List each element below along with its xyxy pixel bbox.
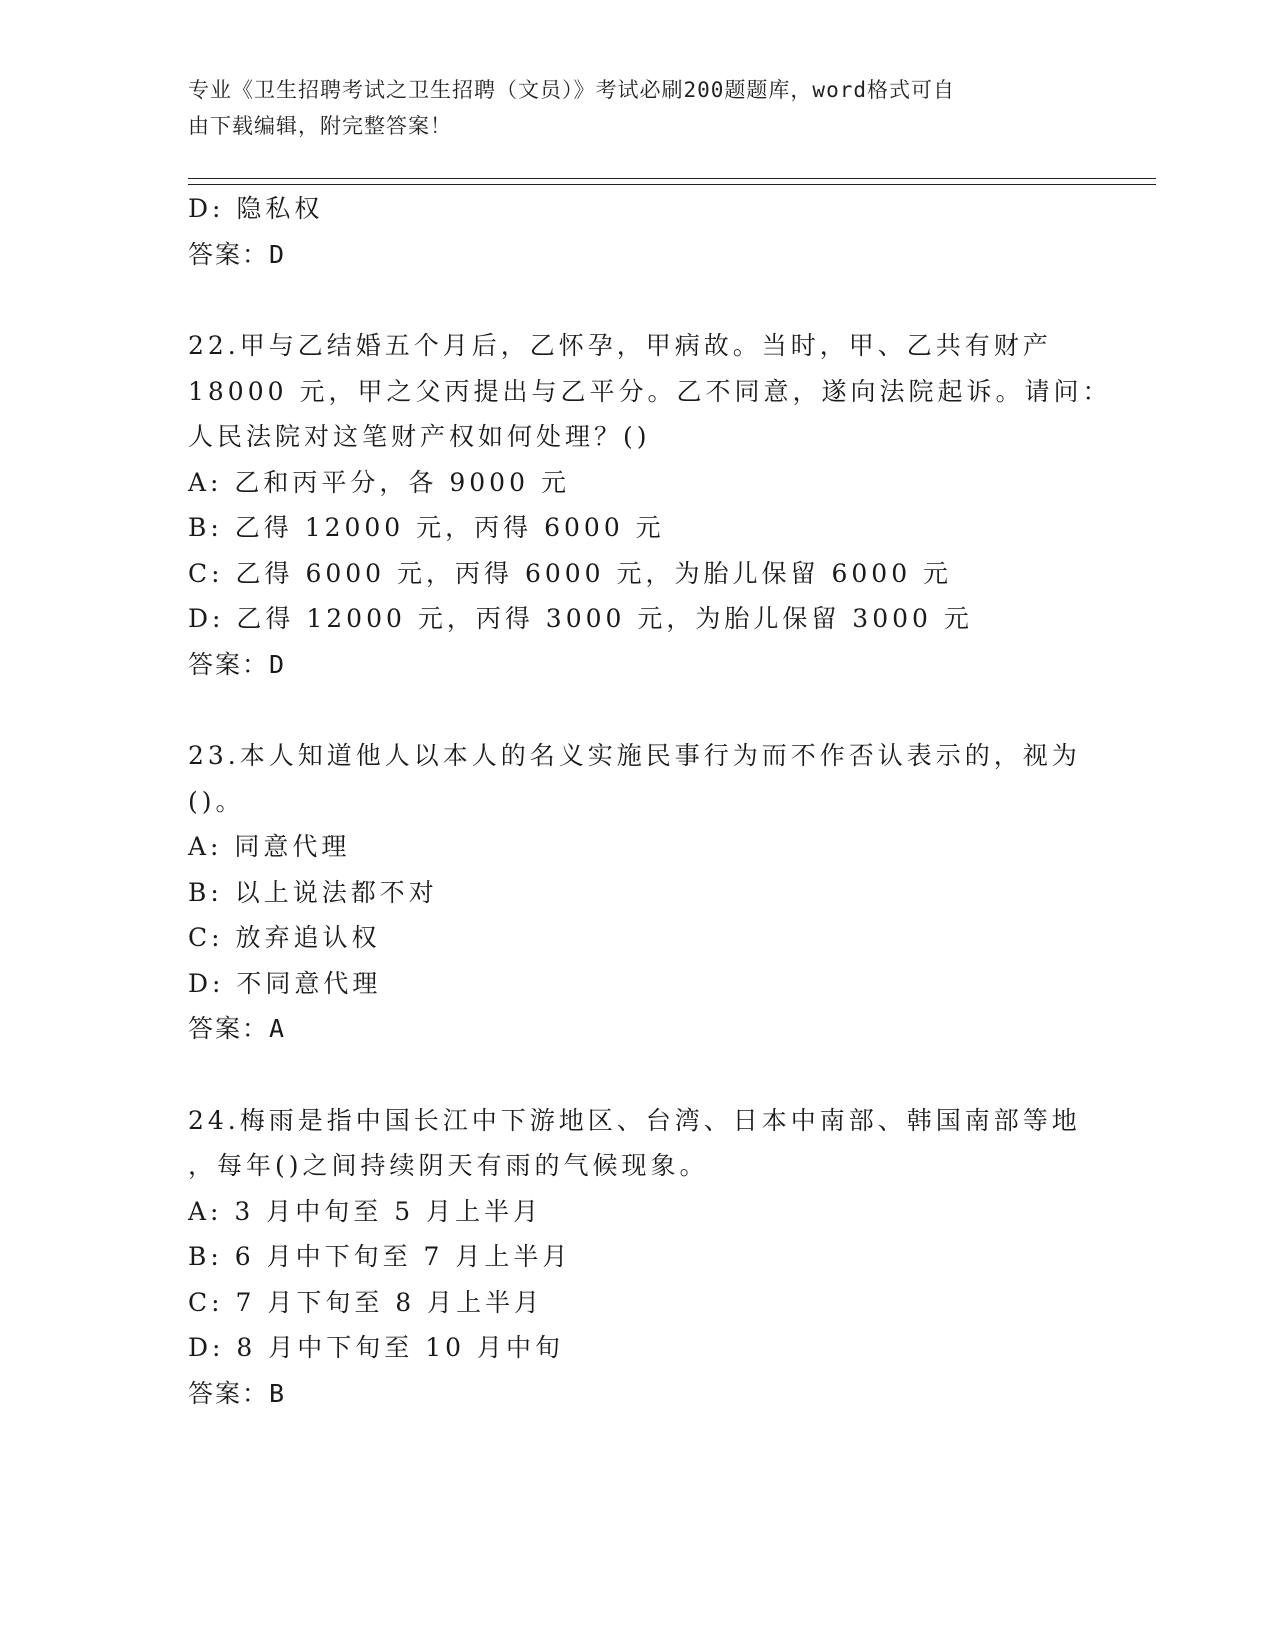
question-stem-line: ，每年()之间持续阴天有雨的气候现象。 xyxy=(188,1151,709,1180)
option-b: B: 乙得 12000 元，丙得 6000 元 xyxy=(188,513,665,542)
page-header xyxy=(188,72,1068,144)
spacer xyxy=(188,687,1088,733)
header-line-2: 由下载编辑，附完整答案！ xyxy=(188,114,452,138)
answer-line: 答案：D xyxy=(188,649,287,679)
question-22 xyxy=(188,323,1112,687)
question-stem-line: 18000 元，甲之父丙提出与乙平分。乙不同意，遂向法院起诉。请问： xyxy=(188,376,1112,406)
spacer xyxy=(188,1052,1088,1098)
option-a: A: 乙和丙平分，各 9000 元 xyxy=(188,467,570,497)
question-stem-line: 24.梅雨是指中国长江中下游地区、台湾、日本中南部、韩国南部等地 xyxy=(188,1105,1081,1135)
option-b: B: 以上说法都不对 xyxy=(188,877,438,907)
header-rule-bottom xyxy=(188,184,1156,185)
answer-line: 答案：A xyxy=(188,1014,287,1043)
option-d: D: 8 月中下旬至 10 月中旬 xyxy=(188,1333,564,1362)
header-line-1: 专业《卫生招聘考试之卫生招聘（文员）》考试必刷200题题库，word格式可自 xyxy=(188,78,955,102)
option-c: C: 放弃追认权 xyxy=(188,923,381,952)
answer-line: 答案：D xyxy=(188,239,287,269)
question-stem-line: 23.本人知道他人以本人的名义实施民事行为而不作否认表示的，视为 xyxy=(188,741,1081,770)
question-stem-line: 22.甲与乙结婚五个月后，乙怀孕，甲病故。当时，甲、乙共有财产 xyxy=(188,331,1052,360)
option-d: D: 不同意代理 xyxy=(188,968,382,998)
option-d: D: 乙得 12000 元，丙得 3000 元，为胎儿保留 3000 元 xyxy=(188,604,973,633)
question-23 xyxy=(188,733,1088,1052)
option-a: A: 同意代理 xyxy=(188,832,351,861)
question-21-fragment xyxy=(188,186,1088,277)
document-body xyxy=(188,186,1112,1416)
option-c: C: 乙得 6000 元，丙得 6000 元，为胎儿保留 6000 元 xyxy=(188,558,953,588)
option-b: B: 6 月中下旬至 7 月上半月 xyxy=(188,1242,572,1271)
header-rule-top xyxy=(188,178,1156,179)
answer-line: 答案：B xyxy=(188,1378,287,1408)
question-stem-line: ()。 xyxy=(188,786,245,816)
spacer xyxy=(188,277,1088,323)
question-stem-line: 人民法院对这笔财产权如何处理？() xyxy=(188,422,651,451)
option-a: A: 3 月中旬至 5 月上半月 xyxy=(188,1196,543,1226)
option-c: C: 7 月下旬至 8 月上半月 xyxy=(188,1287,544,1317)
option-d: D: 隐私权 xyxy=(188,194,324,223)
question-24 xyxy=(188,1098,1088,1417)
